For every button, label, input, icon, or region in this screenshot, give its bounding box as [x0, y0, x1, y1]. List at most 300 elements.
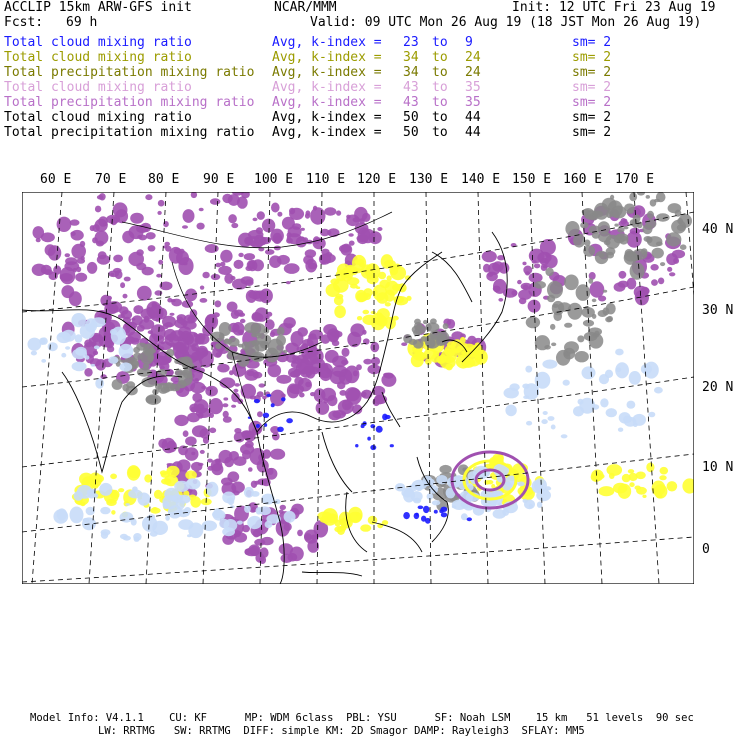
- field-blob: [108, 356, 118, 363]
- field-blob: [142, 267, 154, 276]
- field-blob: [273, 233, 283, 244]
- field-blob: [112, 379, 123, 390]
- field-blob: [48, 342, 58, 351]
- field-blob: [70, 507, 84, 524]
- legend-field: Total precipitation mixing ratio: [4, 125, 255, 140]
- longitude-label: 100 E: [254, 172, 294, 187]
- legend-sm: sm= 2: [572, 65, 612, 80]
- field-blob: [626, 209, 632, 214]
- field-blob: [374, 395, 384, 405]
- field-blob: [163, 221, 169, 227]
- legend-field: Total cloud mixing ratio: [4, 50, 192, 65]
- field-blob: [370, 342, 379, 352]
- field-blob: [605, 370, 613, 378]
- field-blob: [629, 193, 637, 202]
- field-blob: [360, 524, 371, 531]
- field-blob: [259, 383, 266, 387]
- field-blob: [182, 225, 188, 229]
- legend-k-from: 43: [403, 80, 419, 95]
- field-blob: [611, 206, 626, 219]
- field-blob: [90, 225, 95, 231]
- field-blob: [183, 368, 193, 379]
- field-blob: [137, 286, 152, 301]
- field-blob: [247, 516, 262, 529]
- field-blob: [65, 346, 70, 349]
- latitude-label: 10 N: [702, 460, 734, 475]
- legend-field: Total cloud mixing ratio: [4, 35, 192, 50]
- field-blob: [250, 546, 260, 556]
- field-blob: [199, 208, 204, 212]
- field-blob: [84, 368, 92, 377]
- legend-field: Total precipitation mixing ratio: [4, 95, 255, 110]
- field-blob: [205, 386, 218, 397]
- field-blob: [123, 317, 131, 323]
- field-blob: [284, 263, 300, 274]
- field-blob: [328, 410, 341, 420]
- field-blob: [294, 377, 303, 386]
- field-blob: [363, 359, 372, 365]
- field-blob: [382, 520, 388, 525]
- field-blob: [272, 432, 280, 440]
- field-blob: [261, 537, 274, 545]
- longitude-label: 130 E: [409, 172, 449, 187]
- field-blob: [523, 285, 529, 291]
- field-blob: [598, 221, 610, 234]
- field-blob: [294, 358, 304, 364]
- field-blob: [231, 405, 236, 408]
- field-blob: [656, 494, 662, 499]
- field-blob: [202, 272, 209, 279]
- field-blob: [327, 328, 340, 341]
- longitude-label: 60 E: [40, 172, 72, 187]
- field-blob: [106, 215, 120, 224]
- field-blob: [234, 428, 241, 433]
- center-label: NCAR/MMM: [274, 0, 337, 15]
- field-blob: [77, 485, 93, 499]
- field-blob: [341, 360, 348, 365]
- field-blob: [441, 507, 448, 512]
- field-blob: [219, 322, 231, 336]
- field-blob: [324, 207, 336, 215]
- field-blob: [209, 428, 216, 434]
- weather-map: [22, 192, 694, 584]
- field-blob: [618, 484, 632, 499]
- field-blob: [446, 363, 453, 370]
- field-blob: [253, 530, 261, 538]
- field-blob: [600, 398, 608, 407]
- field-blob: [548, 416, 555, 421]
- longitude-label: 70 E: [95, 172, 127, 187]
- legend-sm: sm= 2: [572, 125, 612, 140]
- legend-sm: sm= 2: [572, 110, 612, 125]
- legend-k-to: 35: [465, 95, 481, 110]
- latitude-label: 0: [702, 542, 710, 557]
- field-blob: [413, 330, 421, 336]
- field-blob: [75, 273, 87, 282]
- field-blob: [599, 486, 615, 496]
- field-blob: [233, 456, 246, 466]
- field-blob: [627, 278, 637, 290]
- field-blob: [220, 250, 232, 263]
- field-blob: [348, 233, 353, 236]
- field-blob: [590, 281, 605, 297]
- field-blob: [211, 463, 223, 475]
- field-blob: [551, 425, 556, 430]
- field-blob: [161, 478, 171, 484]
- field-blob: [279, 510, 284, 514]
- field-blob: [156, 318, 160, 321]
- field-blob: [267, 468, 273, 475]
- field-blob: [231, 392, 240, 402]
- field-blob: [385, 415, 391, 419]
- field-blob: [547, 281, 563, 299]
- field-blob: [108, 271, 119, 278]
- field-blob: [57, 508, 68, 520]
- field-blob: [183, 209, 195, 223]
- field-blob: [624, 226, 629, 229]
- field-blob: [636, 472, 646, 480]
- legend-to: to: [432, 95, 448, 110]
- field-blob: [33, 226, 45, 239]
- field-blob: [119, 362, 132, 371]
- field-blob: [223, 339, 232, 345]
- field-blob: [129, 225, 144, 239]
- field-blob: [362, 315, 377, 325]
- field-blob: [245, 441, 254, 448]
- field-blob: [306, 210, 311, 215]
- field-blob: [647, 211, 654, 219]
- field-blob: [669, 272, 675, 276]
- field-blob: [281, 394, 286, 398]
- field-blob: [228, 194, 240, 206]
- field-blob: [291, 331, 304, 347]
- field-blob: [265, 521, 273, 528]
- field-blob: [80, 502, 85, 507]
- field-blob: [346, 215, 350, 219]
- field-blob: [254, 399, 260, 403]
- legend-k-to: 44: [465, 110, 481, 125]
- field-blob: [441, 512, 447, 517]
- field-blob: [113, 255, 123, 263]
- field-blob: [257, 211, 265, 220]
- field-blob: [541, 419, 547, 424]
- field-blob: [650, 264, 658, 271]
- field-blob: [65, 257, 77, 265]
- field-blob: [32, 264, 47, 276]
- field-blob: [183, 430, 189, 437]
- field-blob: [80, 324, 95, 339]
- field-blob: [603, 290, 607, 293]
- legend-k-from: 23: [403, 35, 419, 50]
- field-blob: [137, 368, 151, 377]
- field-blob: [461, 351, 468, 355]
- field-blob: [482, 251, 497, 263]
- field-blob: [110, 474, 117, 480]
- field-blob: [667, 481, 678, 491]
- field-blob: [252, 312, 262, 320]
- field-blob: [545, 268, 553, 277]
- field-blob: [97, 195, 104, 200]
- field-blob: [646, 463, 654, 473]
- field-blob: [667, 267, 672, 272]
- field-blob: [627, 401, 636, 409]
- field-blob: [467, 517, 472, 521]
- legend-k-from: 50: [403, 125, 419, 140]
- field-blob: [100, 507, 110, 514]
- field-blob: [143, 316, 149, 323]
- field-blob: [270, 449, 285, 460]
- field-blob: [223, 416, 232, 423]
- field-blob: [517, 280, 522, 284]
- field-blob: [607, 464, 623, 476]
- field-blob: [433, 351, 439, 357]
- field-blob: [354, 207, 368, 222]
- field-blob: [281, 397, 286, 401]
- field-blob: [339, 245, 351, 253]
- field-blob: [624, 251, 638, 261]
- field-blob: [429, 330, 441, 340]
- field-blob: [363, 310, 370, 315]
- field-blob: [605, 317, 612, 323]
- field-blob: [345, 387, 360, 401]
- field-blob: [256, 424, 260, 428]
- field-blob: [660, 467, 669, 475]
- field-blob: [308, 334, 314, 339]
- field-blob: [280, 505, 286, 510]
- field-blob: [288, 368, 299, 378]
- field-blob: [118, 488, 124, 492]
- field-blob: [598, 310, 608, 317]
- field-blob: [289, 208, 304, 220]
- field-blob: [606, 210, 613, 218]
- field-blob: [95, 206, 101, 213]
- field-blob: [41, 359, 46, 363]
- legend-k-to: 24: [465, 50, 481, 65]
- field-blob: [371, 357, 380, 365]
- field-blob: [426, 324, 432, 331]
- field-blob: [111, 327, 126, 345]
- field-blob: [403, 512, 410, 519]
- field-blob: [207, 459, 213, 463]
- legend-field: Total cloud mixing ratio: [4, 80, 192, 95]
- longitude-label: 90 E: [203, 172, 235, 187]
- field-blob: [233, 389, 238, 393]
- field-blob: [137, 325, 145, 332]
- field-blob: [191, 462, 202, 471]
- legend-k-to: 24: [465, 65, 481, 80]
- field-blob: [271, 403, 275, 407]
- field-blob: [526, 421, 532, 426]
- field-blob: [617, 227, 624, 233]
- field-blob: [157, 211, 161, 215]
- field-blob: [677, 218, 683, 224]
- field-blob: [651, 279, 658, 286]
- legend-avg: Avg, k-index =: [272, 65, 382, 80]
- field-blob: [217, 364, 229, 373]
- legend-k-to: 35: [465, 80, 481, 95]
- field-blob: [376, 292, 388, 304]
- legend-avg: Avg, k-index =: [272, 80, 382, 95]
- field-blob: [310, 207, 325, 224]
- longitude-label: 110 E: [306, 172, 346, 187]
- field-blob: [246, 290, 257, 303]
- field-blob: [213, 510, 226, 521]
- field-blob: [177, 495, 190, 504]
- field-blob: [606, 252, 614, 259]
- field-blob: [132, 486, 138, 491]
- field-blob: [254, 481, 260, 485]
- field-blob: [660, 262, 665, 266]
- field-blob: [200, 298, 208, 303]
- field-blob: [292, 223, 301, 230]
- field-blob: [615, 349, 624, 356]
- field-blob: [143, 343, 154, 356]
- field-blob: [72, 349, 87, 360]
- field-blob: [332, 365, 347, 377]
- field-blob: [654, 387, 663, 394]
- field-blob: [257, 391, 264, 397]
- legend-sm: sm= 2: [572, 95, 612, 110]
- field-blob: [77, 258, 86, 264]
- field-blob: [148, 330, 153, 334]
- longitude-label: 170 E: [615, 172, 655, 187]
- field-blob: [413, 339, 424, 349]
- legend-to: to: [432, 50, 448, 65]
- field-blob: [257, 411, 263, 417]
- field-blob: [143, 363, 149, 369]
- field-blob: [432, 500, 441, 505]
- field-blob: [111, 510, 115, 515]
- field-blob: [341, 412, 346, 416]
- field-blob: [310, 392, 315, 396]
- field-blob: [231, 310, 240, 319]
- legend-to: to: [432, 110, 448, 125]
- field-blob: [178, 326, 191, 338]
- field-blob: [60, 273, 73, 282]
- field-blob: [223, 397, 228, 400]
- field-blob: [185, 447, 199, 461]
- field-blob: [303, 237, 308, 243]
- field-blob: [244, 505, 251, 513]
- field-blob: [132, 315, 143, 325]
- legend-field: Total cloud mixing ratio: [4, 110, 192, 125]
- field-blob: [300, 371, 304, 374]
- field-blob: [287, 232, 292, 238]
- field-blob: [119, 344, 134, 359]
- field-blob: [370, 445, 376, 450]
- field-blob: [185, 470, 197, 479]
- field-blob: [606, 408, 617, 417]
- field-blob: [526, 317, 540, 329]
- field-blob: [350, 323, 364, 337]
- field-blob: [141, 377, 156, 387]
- field-blob: [170, 313, 175, 316]
- field-blob: [240, 319, 246, 323]
- field-blob: [301, 228, 305, 231]
- field-blob: [361, 424, 365, 428]
- field-blob: [259, 506, 271, 515]
- legend-to: to: [432, 80, 448, 95]
- field-blob: [525, 366, 532, 373]
- field-blob: [101, 529, 111, 535]
- field-blob: [145, 194, 152, 200]
- field-blob: [629, 371, 641, 385]
- field-blob: [504, 388, 519, 399]
- field-blob: [146, 232, 156, 239]
- field-blob: [165, 246, 171, 252]
- field-blob: [628, 469, 634, 473]
- field-blob: [251, 240, 263, 248]
- latitude-label: 40 N: [702, 222, 734, 237]
- field-blob: [360, 229, 375, 244]
- field-blob: [175, 369, 183, 376]
- field-blob: [234, 383, 240, 387]
- forecast-label: Fcst:: [4, 15, 44, 30]
- field-blob: [498, 298, 503, 302]
- field-blob: [164, 359, 169, 364]
- field-blob: [534, 281, 546, 289]
- field-blob: [598, 296, 606, 302]
- field-blob: [150, 531, 158, 537]
- field-blob: [222, 403, 228, 407]
- field-blob: [630, 262, 645, 279]
- field-blob: [637, 222, 643, 229]
- field-blob: [224, 519, 238, 531]
- field-blob: [61, 285, 74, 298]
- field-blob: [626, 231, 641, 248]
- field-blob: [522, 262, 526, 266]
- field-blob: [443, 323, 449, 329]
- field-blob: [666, 253, 678, 265]
- field-blob: [126, 503, 130, 506]
- field-blob: [503, 288, 517, 298]
- legend-k-to: 9: [465, 35, 473, 50]
- field-blob: [349, 241, 355, 246]
- field-blob: [563, 380, 570, 386]
- field-blob: [164, 242, 170, 246]
- field-blob: [263, 413, 269, 418]
- field-blob: [525, 271, 530, 275]
- field-blob: [97, 255, 110, 265]
- field-blob: [73, 268, 77, 273]
- field-blob: [238, 253, 243, 257]
- field-blob: [265, 249, 275, 255]
- legend-avg: Avg, k-index =: [272, 110, 382, 125]
- field-blob: [486, 272, 498, 282]
- field-blob: [171, 299, 176, 302]
- field-blob: [357, 316, 362, 320]
- field-blob: [247, 260, 255, 270]
- field-blob: [305, 382, 311, 388]
- field-blob: [146, 396, 158, 404]
- field-blob: [61, 353, 66, 358]
- field-blob: [244, 487, 254, 498]
- field-blob: [286, 418, 293, 423]
- field-blob: [148, 245, 156, 251]
- field-blob: [185, 436, 197, 445]
- field-blob: [297, 530, 303, 537]
- field-blob: [174, 481, 189, 492]
- field-blob: [658, 278, 664, 285]
- field-blob: [551, 343, 556, 347]
- legend-to: to: [432, 65, 448, 80]
- legend-k-from: 50: [403, 110, 419, 125]
- field-blob: [162, 316, 176, 328]
- field-blob: [632, 414, 646, 426]
- field-blob: [534, 263, 540, 268]
- field-blob: [642, 495, 646, 498]
- field-blob: [564, 341, 579, 353]
